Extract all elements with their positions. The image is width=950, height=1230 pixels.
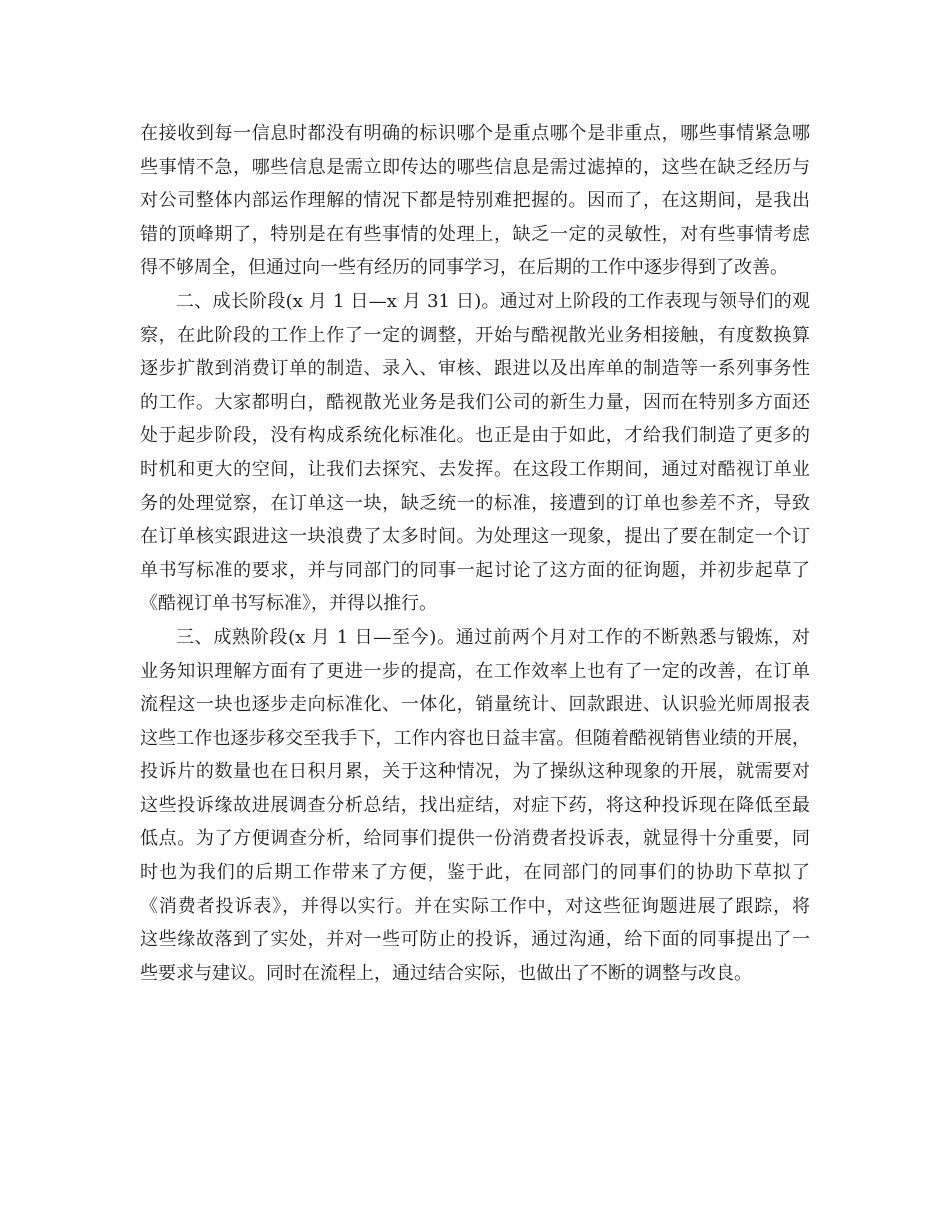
text-line: 察，在此阶段的工作上作了一定的调整，开始与酷视散光业务相接触，有度数换算 [140, 324, 810, 346]
text-line: 低点。为了方便调查分析，给同事们提供一份消费者投诉表，就显得十分重要，同 [140, 828, 810, 850]
paragraph-2 [140, 285, 810, 621]
text-line: 这些工作也逐步移交至我手下，工作内容也日益丰富。但随着酷视销售业绩的开展， [140, 727, 810, 749]
text-line: 时也为我们的后期工作带来了方便，鉴于此，在同部门的同事们的协助下草拟了 [140, 862, 810, 884]
text-line: 这些投诉缘故进展调查分析总结，找出症结，对症下药，将这种投诉现在降低至最 [140, 794, 810, 816]
text-line: 处于起步阶段，没有构成系统化标准化。也正是由于如此，才给我们制造了更多的 [140, 425, 810, 447]
text-line: 在订单核实跟进这一块浪费了太多时间。为处理这一现象，提出了要在制定一个订 [140, 526, 810, 548]
text-line: 错的顶峰期了，特别是在有些事情的处理上，缺乏一定的灵敏性，对有些事情考虑 [140, 223, 810, 245]
text-line: 些要求与建议。同时在流程上，通过结合实际，也做出了不断的调整与改良。 [140, 962, 752, 984]
text-line: 得不够周全，但通过向一些有经历的同事学习，在后期的工作中逐步得到了改善。 [140, 257, 788, 279]
text-line: 些事情不急，哪些信息是需立即传达的哪些信息是需过滤掉的，这些在缺乏经历与 [140, 156, 810, 178]
text-line: 这些缘故落到了实处，并对一些可防止的投诉，通过沟通，给下面的同事提出了一 [140, 929, 810, 951]
text-line: 对公司整体内部运作理解的情况下都是特别难把握的。因而了，在这期间，是我出 [140, 190, 810, 212]
text-line: 《消费者投诉表》，并得以实行。并在实际工作中，对这些征询题进展了跟踪，将 [140, 895, 810, 917]
text-line: 三、成熟阶段(x 月 1 日—至今)。通过前两个月对工作的不断熟悉与锻炼，对 [176, 626, 810, 648]
text-line: 流程这一块也逐步走向标准化、一体化，销量统计、回款跟进、认识验光师周报表 [140, 694, 810, 716]
text-line: 时机和更大的空间，让我们去探究、去发挥。在这段工作期间，通过对酷视订单业 [140, 458, 810, 480]
text-line: 务的处理觉察，在订单这一块，缺乏统一的标准，接遭到的订单也参差不齐，导致 [140, 492, 810, 514]
text-line: 投诉片的数量也在日积月累，关于这种情况，为了操纵这种现象的开展，就需要对 [140, 761, 810, 783]
text-line: 在接收到每一信息时都没有明确的标识哪个是重点哪个是非重点，哪些事情紧急哪 [140, 123, 810, 144]
text-line: 的工作。大家都明白，酷视散光业务是我们公司的新生力量，因而在特别多方面还 [140, 391, 810, 413]
paragraph-1 [140, 117, 810, 285]
text-line: 二、成长阶段(x 月 1 日—x 月 31 日)。通过对上阶段的工作表现与领导们的观 [176, 290, 810, 312]
paragraph-3 [140, 621, 810, 991]
text-line: 单书写标准的要求，并与同部门的同事一起讨论了这方面的征询题，并初步起草了 [140, 559, 810, 581]
document-body [140, 117, 810, 990]
text-line: 《酷视订单书写标准》，并得以推行。 [140, 593, 437, 615]
text-line: 业务知识理解方面有了更进一步的提高，在工作效率上也有了一定的改善，在订单 [140, 660, 810, 682]
text-line: 逐步扩散到消费订单的制造、录入、审核、跟进以及出库单的制造等一系列事务性 [140, 358, 810, 380]
